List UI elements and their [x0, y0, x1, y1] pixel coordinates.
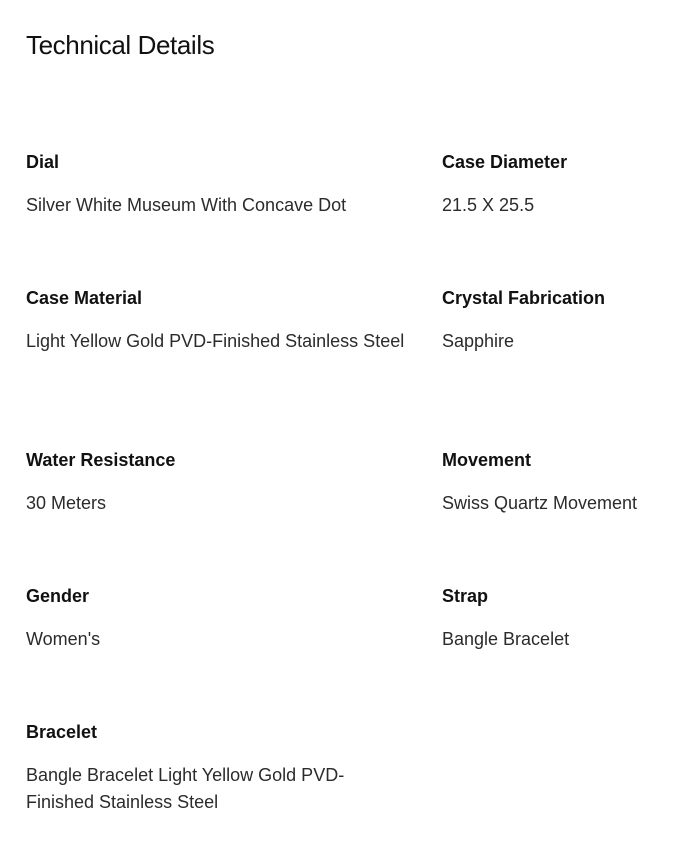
detail-dial — [26, 150, 411, 219]
detail-movement — [442, 448, 682, 517]
detail-value: Bangle Bracelet Light Yellow Gold PVD-Finished Stainless Steel — [26, 765, 345, 812]
detail-label: Crystal Fabrication — [442, 288, 606, 308]
detail-label: Strap — [442, 586, 489, 606]
detail-label: Case Diameter — [442, 152, 568, 172]
detail-label: Gender — [26, 586, 90, 606]
detail-case-diameter — [442, 150, 682, 219]
detail-value: Swiss Quartz Movement — [442, 493, 638, 513]
detail-label: Water Resistance — [26, 450, 176, 470]
detail-value: Bangle Bracelet — [442, 629, 570, 649]
detail-bracelet — [26, 720, 411, 816]
detail-label: Dial — [26, 152, 60, 172]
detail-label: Case Material — [26, 288, 143, 308]
detail-strap — [442, 584, 682, 653]
detail-crystal-fabrication — [442, 286, 682, 355]
detail-value: 21.5 X 25.5 — [442, 195, 535, 215]
detail-value: Light Yellow Gold PVD-Finished Stainless Steel — [26, 331, 405, 351]
detail-value: 30 Meters — [26, 493, 107, 513]
detail-value: Sapphire — [442, 331, 515, 351]
detail-value: Women's — [26, 629, 101, 649]
detail-value: Silver White Museum With Concave Dot — [26, 195, 347, 215]
detail-label: Bracelet — [26, 722, 98, 742]
section-title: Technical Details — [26, 30, 215, 60]
detail-case-material — [26, 286, 411, 355]
detail-label: Movement — [442, 450, 532, 470]
detail-gender — [26, 584, 411, 653]
detail-water-resistance — [26, 448, 411, 517]
